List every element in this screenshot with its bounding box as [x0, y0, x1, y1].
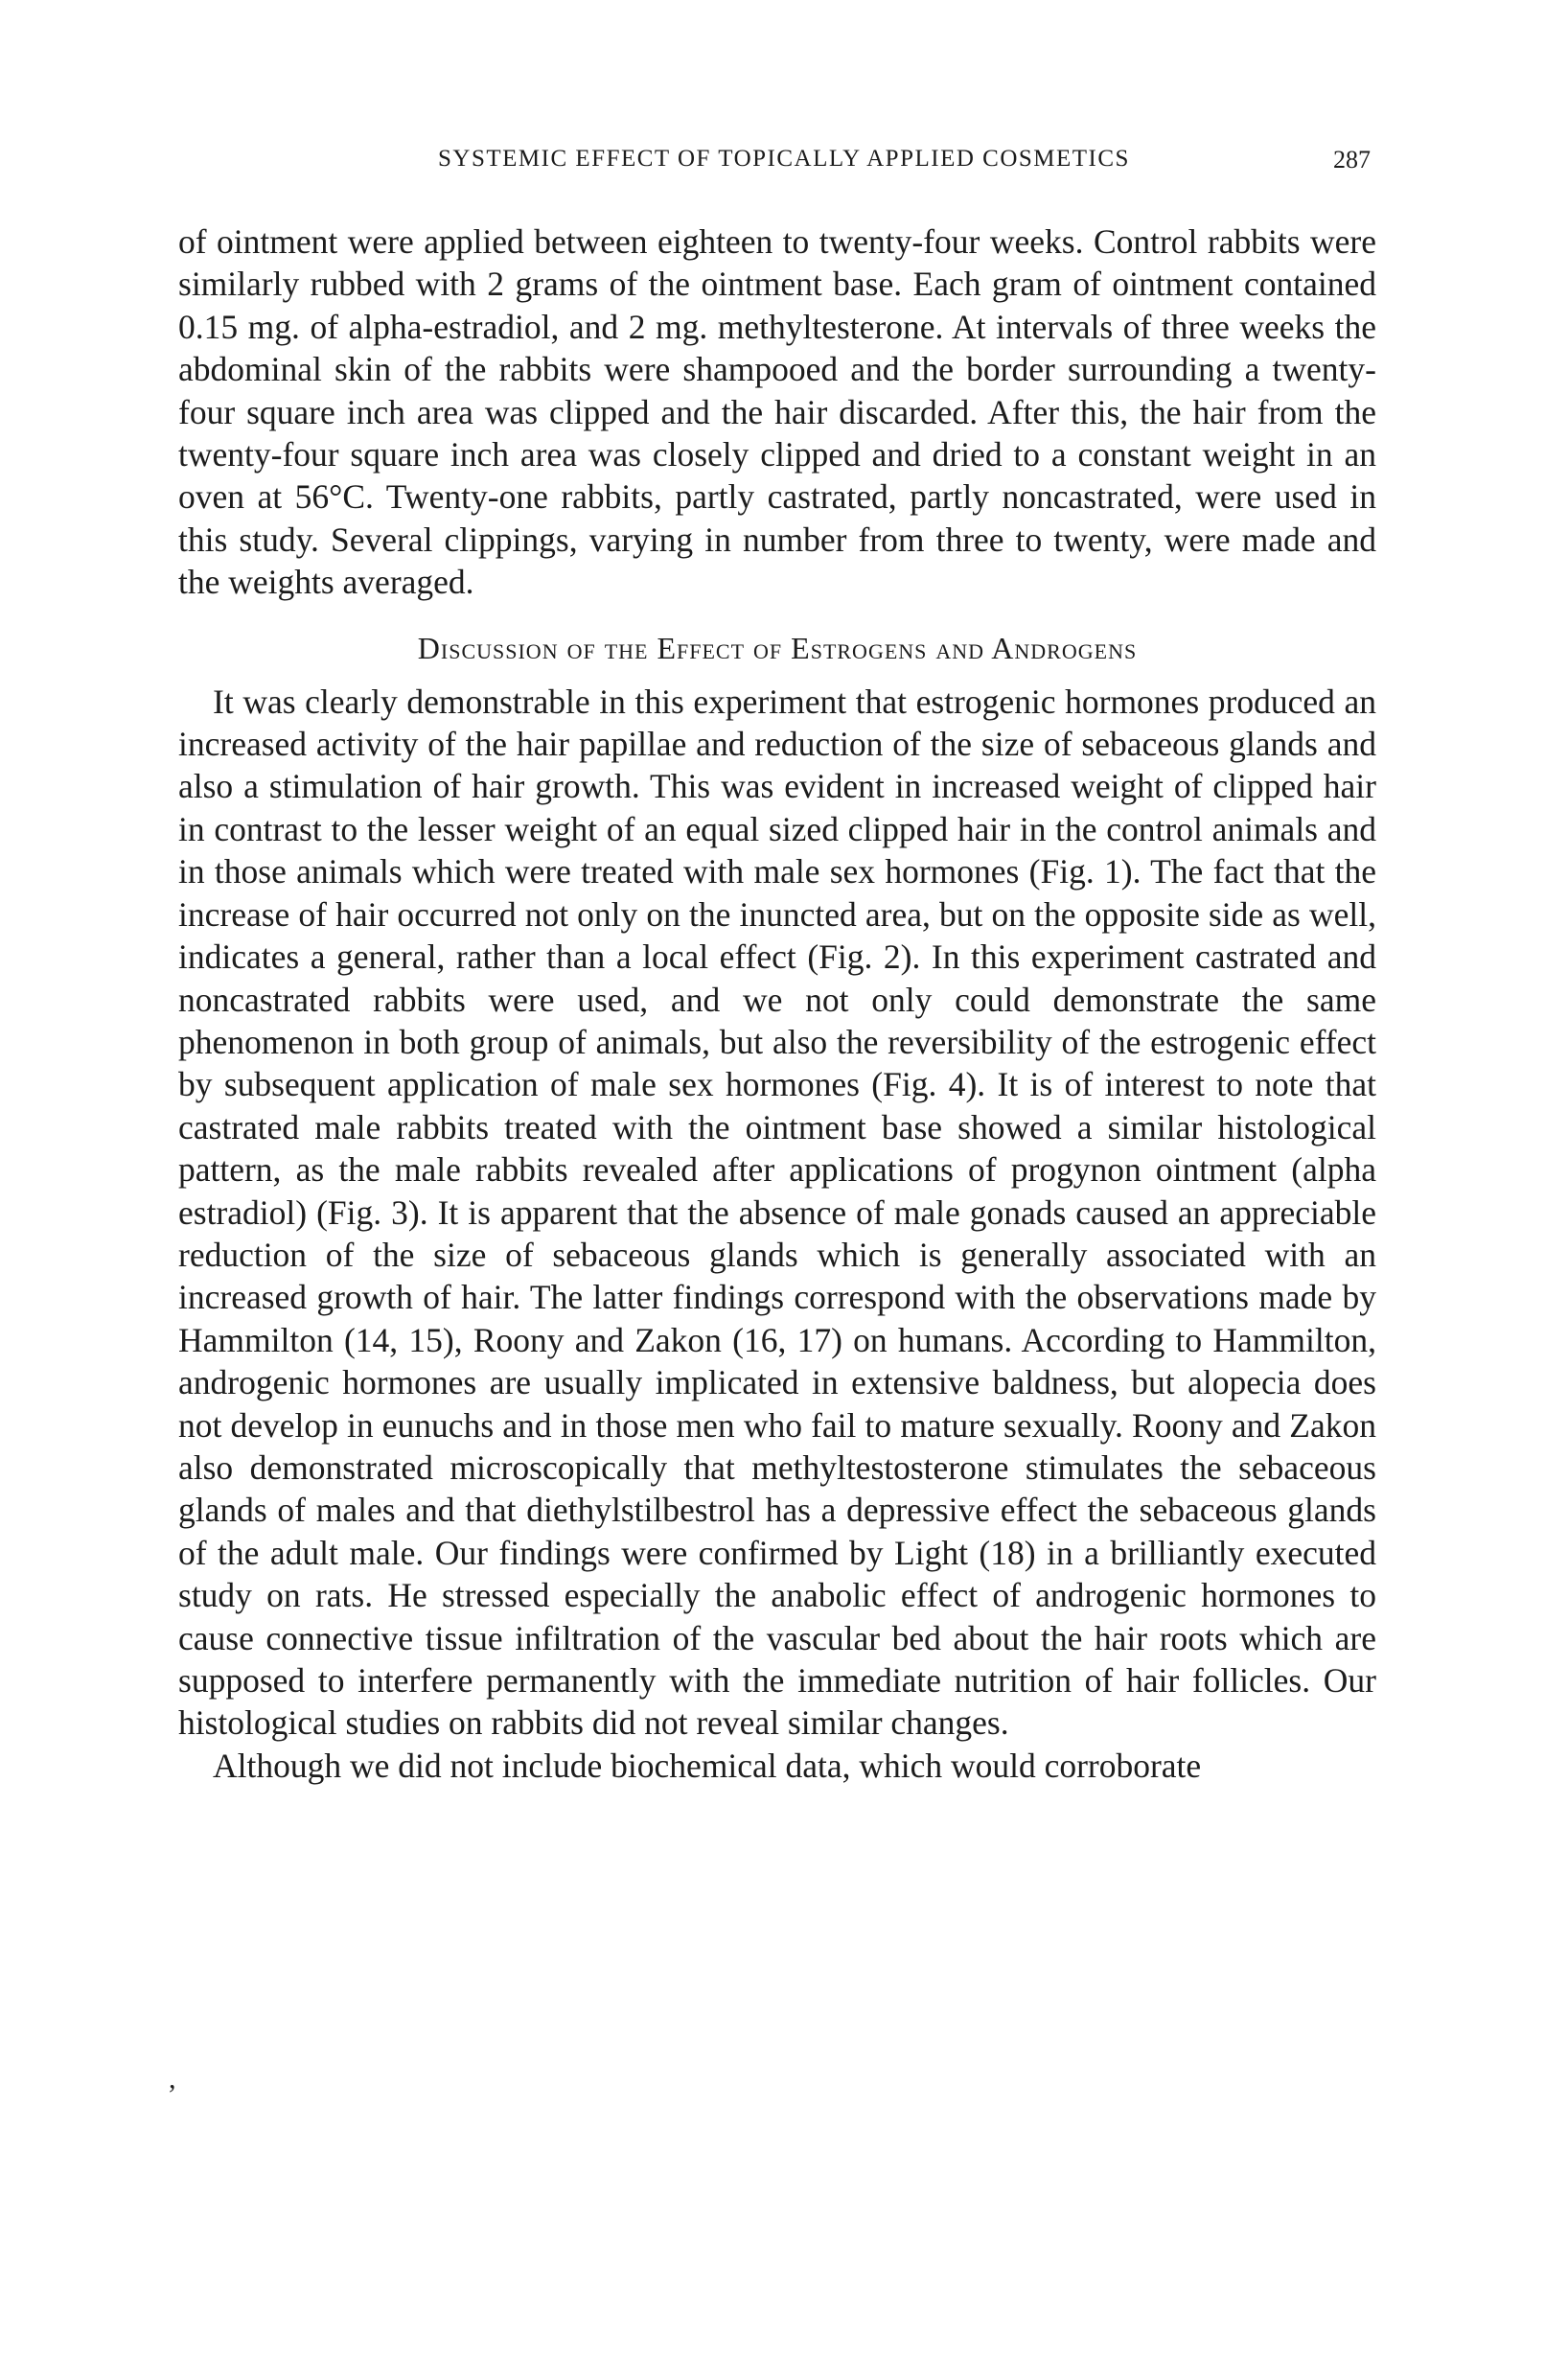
running-head: [0, 146, 1568, 184]
page-number: 287: [1333, 146, 1371, 174]
running-title: SYSTEMIC EFFECT OF TOPICALLY APPLIED COSMETICS: [438, 146, 1130, 172]
section-heading: Discussion of the Effect of Estrogens and Androgens: [417, 630, 1138, 665]
paragraph-methods-continued: of ointment were applied between eighteen to twenty-four weeks. Control rabbits were similarly rubbed with 2 grams of the ointment base. Each gram of ointment contained 0.15 mg. of alpha-estradiol, and 2 mg. methyltesterone. At intervals of three weeks the abdominal skin of the rabbits were shampooed and the border surrounding a twenty-four square inch area was clipped and the hair discarded. After this, the hair from the twenty-four square inch area was closely clipped and dried to a constant weight in an oven at 56°C. Twenty-one rabbits, partly castrated, partly noncastrated, were used in this study. Several clippings, varying in number from three to twenty, were made and the weights averaged.: [178, 222, 1376, 602]
paragraph-discussion-2: Although we did not include biochemical data, which would corroborate: [213, 1746, 1202, 1785]
stray-mark: ,: [169, 2063, 176, 2095]
body-text: [178, 220, 1376, 1787]
paragraph-discussion-1: It was clearly demonstrable in this experiment that estrogenic hormones produced an increased activity of the hair papillae and reduction of the size of sebaceous glands and also a stimulation of hair growth. This was evident in increased weight of clipped hair in contrast to the lesser weight of an equal sized clipped hair in the control animals and in those animals which were treated with male sex hormones (Fig. 1). The fact that the increase of hair occurred not only on the inuncted area, but on the opposite side as well, indicates a general, rather than a local effect (Fig. 2). In this experiment castrated and noncastrated rabbits were used, and we not only could demonstrate the same phenomenon in both group of animals, but also the reversibility of the estrogenic effect by subsequent application of male sex hormones (Fig. 4). It is of interest to note that castrated male rabbits treated with the ointment base showed a similar histological pattern, as the male rabbits revealed after applications of progynon ointment (alpha estradiol) (Fig. 3). It is apparent that the absence of male gonads caused an appreciable reduction of the size of sebaceous glands which is generally associated with an increased growth of hair. The latter findings correspond with the observations made by Hammilton (14, 15), Roony and Zakon (16, 17) on humans. According to Hammilton, androgenic hormones are usually implicated in extensive baldness, but alopecia does not develop in eunuchs and in those men who fail to mature sexually. Roony and Zakon also demonstrated microscopically that methyltestosterone stimulates the sebaceous glands of males and that diethylstilbestrol has a depressive effect the sebaceous glands of the adult male. Our findings were confirmed by Light (18) in a brilliantly executed study on rats. He stressed especially the anabolic effect of androgenic hormones to cause connective tissue infiltration of the vascular bed about the hair roots which are supposed to interfere permanently with the immediate nutrition of hair follicles. Our histological studies on rabbits did not reveal similar changes.: [178, 682, 1376, 1743]
